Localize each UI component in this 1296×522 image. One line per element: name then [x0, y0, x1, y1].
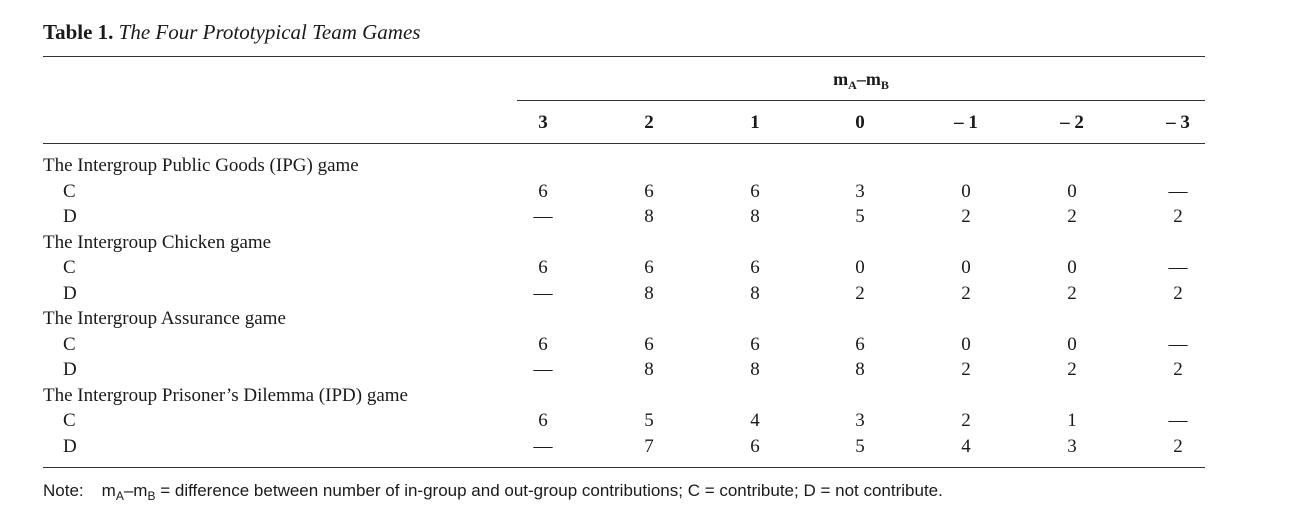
- table-caption: [43, 20, 420, 45]
- note-label: Note:: [43, 481, 84, 500]
- note-text: = difference between number of in-group and out-group contributions; C = contribute; D = not contribute.: [155, 481, 943, 500]
- table-cell: 6: [644, 180, 654, 202]
- table-cell: —: [533, 359, 553, 380]
- table-cell: 2: [855, 282, 865, 304]
- column-header: 2: [644, 112, 654, 133]
- table-cell: 8: [750, 359, 760, 380]
- table-cell: —: [1168, 410, 1188, 431]
- group-title: The Intergroup Chicken game: [43, 231, 272, 253]
- table-cell: 0: [1067, 180, 1077, 202]
- table-cell: —: [533, 206, 553, 227]
- table-row: [0, 181, 1296, 206]
- table-cell: 2: [1067, 282, 1077, 304]
- table-cell: 2: [961, 282, 971, 304]
- table-cell: 2: [961, 206, 971, 227]
- group-row: [0, 385, 1296, 410]
- table-cell: 6: [750, 257, 760, 278]
- table-row: [0, 283, 1296, 308]
- column-header: – 3: [1166, 112, 1190, 133]
- table-cell: 3: [855, 180, 865, 202]
- table-cell: 2: [1173, 282, 1183, 304]
- table-cell: —: [1168, 180, 1188, 202]
- table-cell: —: [1168, 333, 1188, 355]
- table-note: [43, 481, 943, 501]
- table-cell: 4: [750, 410, 760, 431]
- column-spanner-heading: $m_A-m_B$: [833, 69, 889, 92]
- table-row: [0, 334, 1296, 359]
- bottom-rule: [43, 467, 1205, 468]
- table-row: [0, 359, 1296, 384]
- group-title: The Intergroup Public Goods (IPG) game: [43, 155, 359, 176]
- table-cell: 3: [855, 410, 865, 431]
- row-label: D: [63, 359, 77, 380]
- group-row: [0, 232, 1296, 257]
- table-cell: 8: [855, 359, 865, 380]
- group-title: The Intergroup Prisoner’s Dilemma (IPD) game: [43, 384, 408, 406]
- table-cell: 6: [644, 333, 654, 355]
- table-cell: 6: [538, 333, 548, 355]
- table-cell: 4: [961, 435, 971, 457]
- table-cell: 0: [1067, 257, 1077, 278]
- table-cell: 6: [750, 180, 760, 202]
- row-label: D: [63, 282, 77, 304]
- table-cell: 0: [961, 180, 971, 202]
- column-header: – 1: [954, 112, 978, 133]
- table-cell: 6: [750, 333, 760, 355]
- caption-title: The Four Prototypical Team Games: [118, 20, 421, 44]
- table-cell: 2: [961, 410, 971, 431]
- table-cell: 6: [750, 435, 760, 457]
- table-cell: 5: [855, 435, 865, 457]
- row-label: C: [63, 410, 76, 431]
- column-header: 1: [750, 112, 760, 133]
- table-cell: 7: [644, 435, 654, 457]
- row-label: D: [63, 435, 77, 457]
- table-cell: —: [533, 435, 553, 457]
- note-formula: $m_A-m_B$: [101, 481, 156, 503]
- table-row: [0, 206, 1296, 231]
- row-label: C: [63, 180, 76, 202]
- row-label: C: [63, 257, 76, 278]
- table-cell: 2: [1173, 359, 1183, 380]
- table-cell: 2: [1173, 435, 1183, 457]
- table-cell: 6: [538, 257, 548, 278]
- table-cell: 2: [961, 359, 971, 380]
- header-rule: [43, 143, 1205, 144]
- table-cell: 8: [750, 206, 760, 227]
- table-cell: 0: [961, 257, 971, 278]
- group-title: The Intergroup Assurance game: [43, 308, 286, 329]
- table-cell: 0: [961, 333, 971, 355]
- table-cell: —: [533, 282, 553, 304]
- column-header: 3: [538, 112, 548, 133]
- group-row: [0, 308, 1296, 333]
- caption-label: Table 1.: [43, 20, 114, 44]
- group-row: [0, 155, 1296, 180]
- row-label: D: [63, 206, 77, 227]
- table-cell: 6: [538, 410, 548, 431]
- column-header: 0: [855, 112, 865, 133]
- table-cell: 8: [644, 359, 654, 380]
- table-cell: 1: [1067, 410, 1077, 431]
- table-cell: 2: [1067, 359, 1077, 380]
- table-row: [0, 410, 1296, 435]
- top-rule: [43, 56, 1205, 57]
- table-cell: 6: [855, 333, 865, 355]
- table-cell: 0: [855, 257, 865, 278]
- table-cell: 3: [1067, 435, 1077, 457]
- table-cell: 5: [644, 410, 654, 431]
- table-row: [0, 436, 1296, 461]
- table-cell: 2: [1173, 206, 1183, 227]
- table-cell: 8: [644, 282, 654, 304]
- table-cell: 8: [644, 206, 654, 227]
- table-row: [0, 257, 1296, 282]
- column-header: – 2: [1060, 112, 1084, 133]
- table-cell: 2: [1067, 206, 1077, 227]
- table-cell: 6: [644, 257, 654, 278]
- table-cell: 6: [538, 180, 548, 202]
- table-cell: —: [1168, 257, 1188, 278]
- row-label: C: [63, 333, 76, 355]
- table-cell: 0: [1067, 333, 1077, 355]
- table-cell: 5: [855, 206, 865, 227]
- table-cell: 8: [750, 282, 760, 304]
- spanner-rule: [517, 100, 1205, 101]
